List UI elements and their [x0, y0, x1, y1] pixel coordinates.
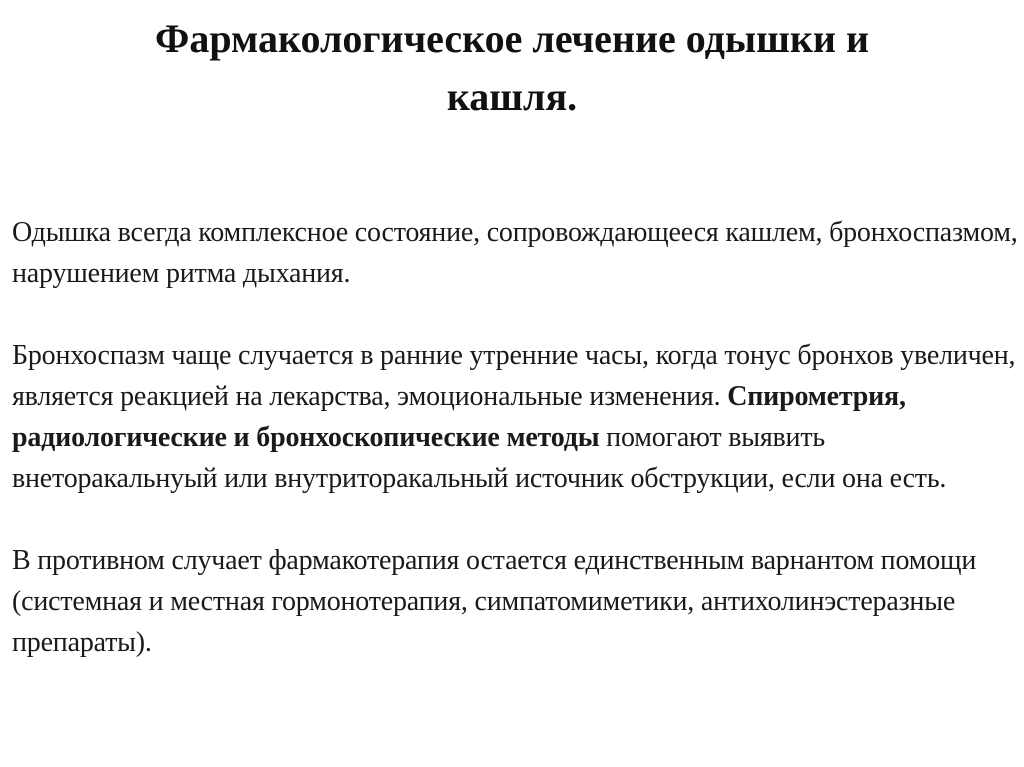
slide-title	[60, 10, 964, 126]
title-line-1: Фармакологическое лечение одышки и	[154, 16, 870, 61]
diagnostic-methods-bold: Спирометрия, радиологические и бронхоскопические методы	[12, 381, 906, 453]
bronchospasm-text: Бронхоспазм чаще случается в ранние утренние часы, когда тонус бронхов увеличен, является реакцией на лекарства, эмоциональные изменения.	[12, 340, 1016, 412]
paragraph-dyspnea: Одышка всегда комплексное состояние, сопровождающееся кашлем, бронхоспазмом, нарушением ритма дыхания.	[12, 217, 1018, 289]
slide-body	[12, 212, 1018, 663]
paragraph-pharmacotherapy: В противном случает фармакотерапия остается единственным варнантом помощи (системная и местная гормонотерапия, симпатомиметики, антихолинэстеразные препараты).	[12, 545, 977, 658]
paragraph-bronchospasm	[12, 335, 1018, 499]
obstruction-text: помогают выявить внеторакальнуый или внутриторакальный источник обструкции, если она есть.	[12, 422, 947, 494]
title-line-2: кашля.	[446, 74, 578, 119]
